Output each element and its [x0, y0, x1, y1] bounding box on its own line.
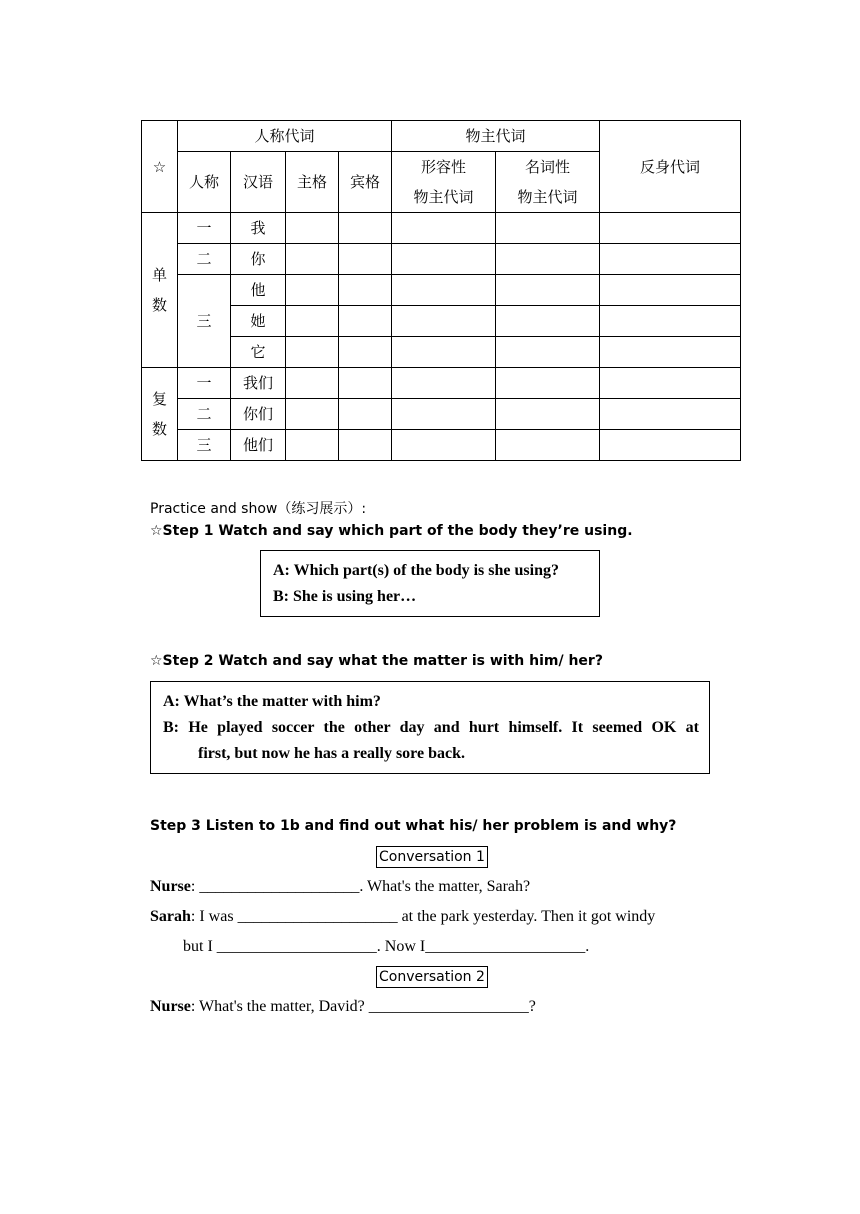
- step2-title: ☆Step 2 Watch and say what the matter is with him/ her?: [150, 653, 603, 669]
- dialog-line-1-text: : ____________________. What's the matter, Sarah?: [190, 878, 531, 895]
- cell-blank: [600, 399, 741, 430]
- group-plural: [142, 368, 178, 461]
- cell-person: 一: [178, 368, 231, 399]
- cell-blank: [496, 275, 600, 306]
- header-personal-pronouns: 人称代词: [178, 121, 392, 152]
- table-row: [142, 275, 741, 306]
- cell-chinese: 你: [231, 244, 286, 275]
- table-row: [142, 368, 741, 399]
- cell-person: 二: [178, 399, 231, 430]
- cell-blank: [496, 368, 600, 399]
- cell-blank: [286, 399, 339, 430]
- header-noun-possessive-line2: 物主代词: [517, 188, 578, 206]
- cell-blank: [286, 306, 339, 337]
- cell-blank: [286, 430, 339, 461]
- table-row: [142, 306, 741, 337]
- cell-blank: [286, 275, 339, 306]
- cell-blank: [600, 430, 741, 461]
- speaker-nurse-2: Nurse: [150, 998, 191, 1015]
- cell-person: 三: [178, 430, 231, 461]
- pronoun-table: [141, 120, 741, 461]
- step1-title: ☆Step 1 Watch and say which part of the body they’re using.: [150, 523, 633, 539]
- singular-char2: 数: [151, 296, 167, 314]
- cell-blank: [392, 306, 496, 337]
- cell-blank: [339, 430, 392, 461]
- cell-blank: [286, 213, 339, 244]
- cell-blank: [339, 337, 392, 368]
- header-chinese: 汉语: [231, 152, 286, 213]
- cell-chinese: 我们: [231, 368, 286, 399]
- step2-dialog-box: [150, 681, 710, 774]
- header-subject: 主格: [286, 152, 339, 213]
- cell-blank: [392, 275, 496, 306]
- cell-blank: [600, 213, 741, 244]
- cell-blank: [286, 368, 339, 399]
- singular-char1: 单: [151, 266, 167, 284]
- cell-chinese: 你们: [231, 399, 286, 430]
- group-singular: [142, 213, 178, 368]
- cell-blank: [339, 368, 392, 399]
- step1-line-a: A: Which part(s) of the body is she using?: [273, 562, 559, 579]
- header-adj-possessive: [392, 152, 496, 213]
- step2-line-b2: first, but now he has a really sore back.: [198, 745, 465, 762]
- table-corner: ☆: [142, 121, 178, 213]
- cell-person: 三: [178, 275, 231, 368]
- cell-blank: [392, 430, 496, 461]
- header-noun-possessive-line1: 名词性: [524, 158, 570, 176]
- cell-blank: [496, 244, 600, 275]
- cell-blank: [600, 244, 741, 275]
- header-reflexive-pronouns: 反身代词: [600, 121, 741, 213]
- cell-blank: [496, 213, 600, 244]
- header-object: 宾格: [339, 152, 392, 213]
- cell-blank: [392, 368, 496, 399]
- cell-blank: [339, 275, 392, 306]
- practice-heading: Practice and show（练习展示）:: [150, 501, 367, 517]
- cell-person: 二: [178, 244, 231, 275]
- dialog-line-3: but I ____________________. Now I____________________.: [183, 938, 590, 955]
- step2-line-a: A: What’s the matter with him?: [163, 693, 381, 710]
- dialog-line-1: [150, 878, 530, 896]
- conversation-2-label: Conversation 2: [376, 966, 488, 988]
- cell-blank: [496, 399, 600, 430]
- table-row: [142, 430, 741, 461]
- cell-blank: [392, 399, 496, 430]
- cell-blank: [339, 244, 392, 275]
- header-possessive-pronouns: 物主代词: [392, 121, 600, 152]
- step2-line-b1: B: He played soccer the other day and hurt himself. It seemed OK at: [163, 719, 699, 736]
- cell-blank: [600, 337, 741, 368]
- cell-blank: [339, 399, 392, 430]
- cell-blank: [286, 244, 339, 275]
- cell-blank: [496, 337, 600, 368]
- dialog-line-2: [150, 908, 655, 926]
- conversation-1-label: Conversation 1: [376, 846, 488, 868]
- cell-blank: [339, 306, 392, 337]
- cell-blank: [392, 244, 496, 275]
- cell-person: 一: [178, 213, 231, 244]
- table-row: [142, 213, 741, 244]
- plural-char1: 复: [151, 390, 167, 408]
- table-row: [142, 244, 741, 275]
- cell-blank: [496, 306, 600, 337]
- cell-chinese: 她: [231, 306, 286, 337]
- header-person: 人称: [178, 152, 231, 213]
- step1-dialog-box: [260, 550, 600, 617]
- cell-blank: [600, 275, 741, 306]
- cell-chinese: 我: [231, 213, 286, 244]
- dialog-line-4-text: : What's the matter, David? ____________________?: [190, 998, 536, 1015]
- table-row: [142, 399, 741, 430]
- plural-char2: 数: [151, 420, 167, 438]
- header-adj-possessive-line2: 物主代词: [413, 188, 474, 206]
- dialog-line-4: [150, 998, 536, 1016]
- cell-blank: [392, 337, 496, 368]
- step3-title: Step 3 Listen to 1b and find out what his/ her problem is and why?: [150, 818, 677, 834]
- header-adj-possessive-line1: 形容性: [420, 158, 466, 176]
- step1-line-b: B: She is using her…: [273, 588, 417, 605]
- cell-chinese: 它: [231, 337, 286, 368]
- dialog-line-2-text: : I was ____________________ at the park yesterday. Then it got windy: [190, 908, 656, 925]
- table-row: [142, 337, 741, 368]
- cell-blank: [392, 213, 496, 244]
- cell-chinese: 他: [231, 275, 286, 306]
- cell-chinese: 他们: [231, 430, 286, 461]
- cell-blank: [600, 306, 741, 337]
- header-noun-possessive: [496, 152, 600, 213]
- cell-blank: [286, 337, 339, 368]
- cell-blank: [496, 430, 600, 461]
- speaker-nurse: Nurse: [150, 878, 191, 895]
- cell-blank: [600, 368, 741, 399]
- cell-blank: [339, 213, 392, 244]
- speaker-sarah: Sarah: [150, 908, 191, 925]
